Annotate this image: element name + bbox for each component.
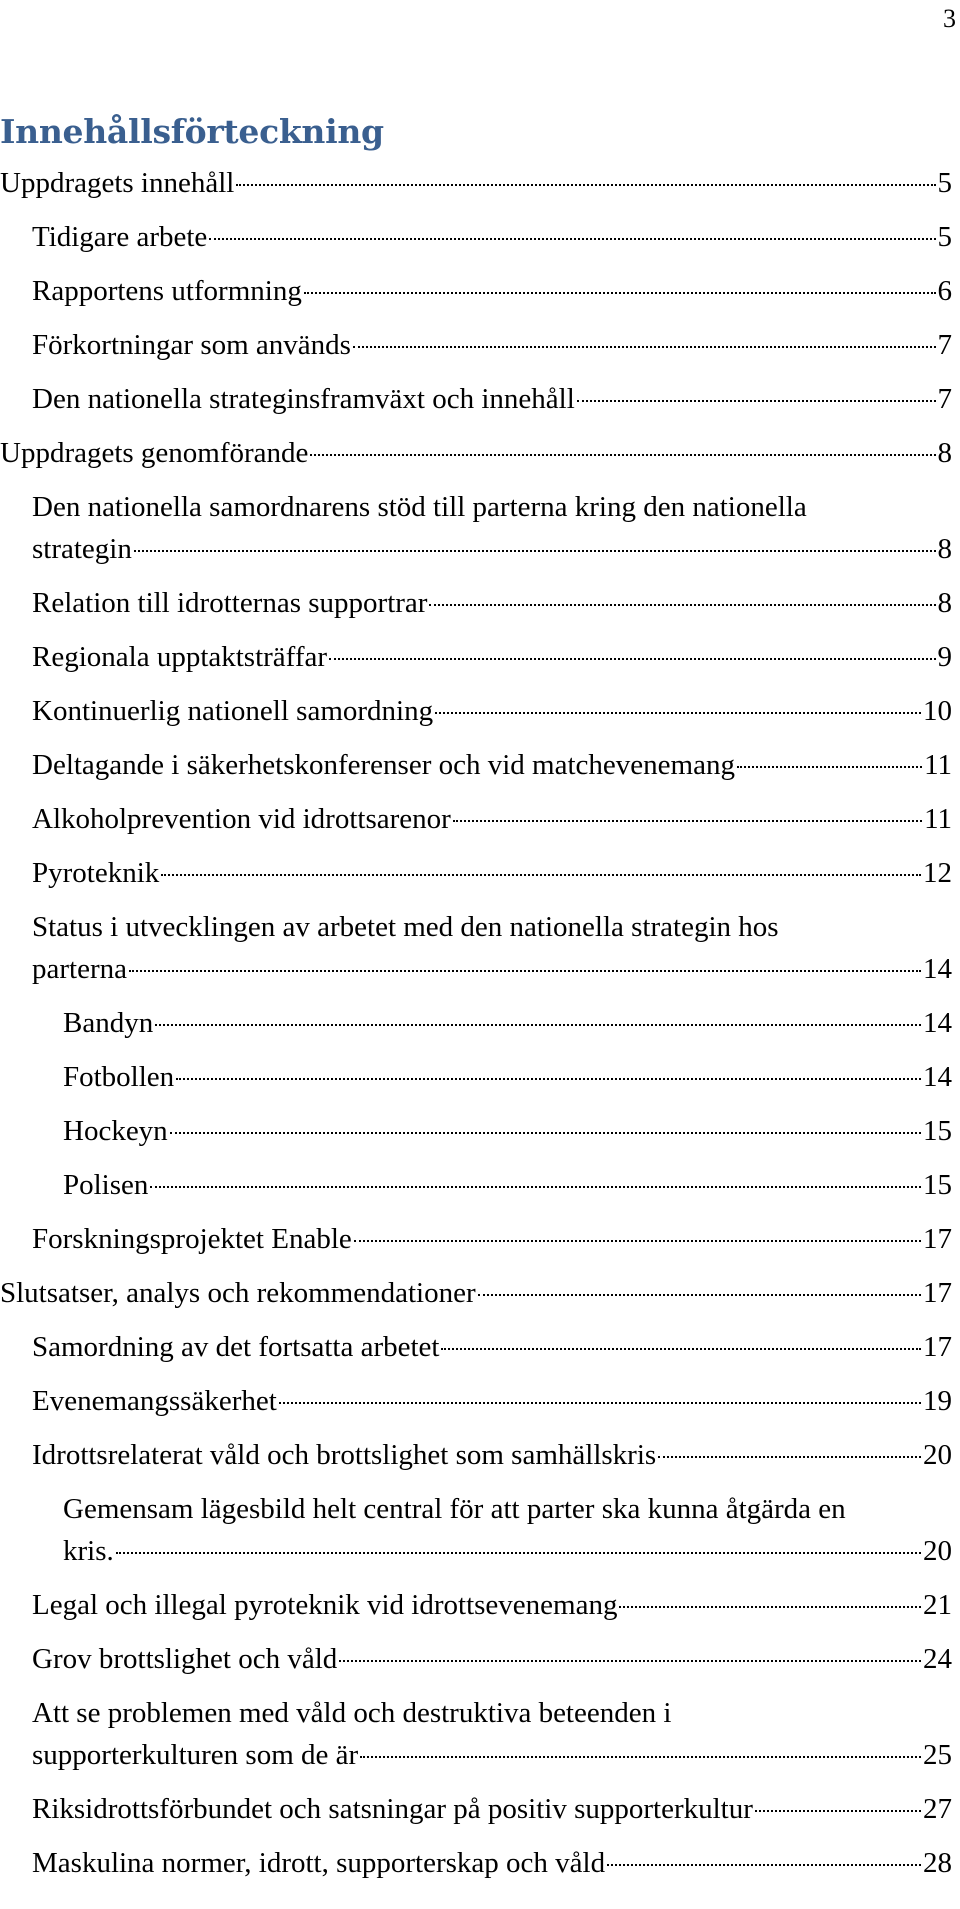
toc-entry-title: Legal och illegal pyroteknik vid idrottsevenemang xyxy=(32,1589,618,1621)
toc-entry[interactable] xyxy=(0,1056,960,1110)
toc-entry-page: 10 xyxy=(923,695,952,727)
toc-entry-line xyxy=(32,324,960,366)
toc-entry[interactable] xyxy=(0,486,960,582)
toc-heading: Innehållsförteckning xyxy=(0,112,384,151)
toc-entry-title: Den nationella strateginsframväxt och innehåll xyxy=(32,383,575,415)
toc-entry[interactable] xyxy=(0,1488,960,1584)
toc-entry-title: kris. xyxy=(63,1535,114,1567)
toc-entry[interactable] xyxy=(0,1002,960,1056)
toc-entry-title: Maskulina normer, idrott, supporterskap och våld xyxy=(32,1847,606,1879)
toc-leader-dots xyxy=(150,1186,921,1188)
toc-entry-page: 14 xyxy=(923,1061,952,1093)
toc-entry-title: Forskningsprojektet Enable xyxy=(32,1223,352,1255)
toc-entry-title: parterna xyxy=(32,953,127,985)
toc-leader-dots xyxy=(304,292,936,294)
toc-entry-page: 12 xyxy=(923,857,952,889)
toc-entry-line xyxy=(32,216,960,258)
toc-entry[interactable] xyxy=(0,1584,960,1638)
toc-entry[interactable] xyxy=(0,1434,960,1488)
toc-entry-title: Tidigare arbete xyxy=(32,221,208,253)
toc-entry[interactable] xyxy=(0,1638,960,1692)
toc-entry-page: 21 xyxy=(923,1589,952,1621)
toc-leader-dots xyxy=(209,238,935,240)
toc-entry-page: 8 xyxy=(937,533,952,565)
toc-entry[interactable] xyxy=(0,1272,960,1326)
toc-entry-page: 15 xyxy=(923,1115,952,1147)
toc-entry-line xyxy=(63,1164,960,1206)
toc-leader-dots xyxy=(279,1402,921,1404)
toc-entry-page: 5 xyxy=(937,221,952,253)
toc-leader-dots xyxy=(435,712,921,714)
toc-entry-line xyxy=(32,852,960,894)
toc-entry-line xyxy=(32,744,960,786)
toc-entry-line xyxy=(32,1584,960,1626)
toc-entry-line xyxy=(32,690,960,732)
toc-entry-line xyxy=(32,1326,960,1368)
toc-entry-title: Samordning av det fortsatta arbetet xyxy=(32,1331,440,1363)
toc-entry-line xyxy=(32,636,960,678)
toc-entry[interactable] xyxy=(0,1164,960,1218)
toc-entry-page: 17 xyxy=(923,1277,952,1309)
toc-entry[interactable] xyxy=(0,690,960,744)
toc-leader-dots xyxy=(354,1240,921,1242)
toc-entry-title: Alkoholprevention vid idrottsarenor xyxy=(32,803,451,835)
toc-leader-dots xyxy=(429,604,935,606)
toc-leader-dots xyxy=(236,184,935,186)
toc-entry[interactable] xyxy=(0,1842,960,1896)
toc-entry-page: 24 xyxy=(923,1643,952,1675)
toc-entry-title: Polisen xyxy=(63,1169,149,1201)
toc-entry[interactable] xyxy=(0,1110,960,1164)
toc-entry[interactable] xyxy=(0,1326,960,1380)
toc-entry-page: 8 xyxy=(937,437,952,469)
toc-entry-page: 27 xyxy=(923,1793,952,1825)
toc-entry-page: 28 xyxy=(923,1847,952,1879)
toc-entry-line xyxy=(32,378,960,420)
toc-entry-line xyxy=(0,162,960,204)
toc-entry-title-line1: Status i utvecklingen av arbetet med den nationella strategin hos xyxy=(32,911,779,943)
toc-leader-dots xyxy=(453,820,922,822)
toc-entry-page: 17 xyxy=(923,1331,952,1363)
toc-entry[interactable] xyxy=(0,852,960,906)
toc-entry-line xyxy=(32,270,960,312)
toc-leader-dots xyxy=(607,1864,921,1866)
toc-leader-dots xyxy=(478,1294,921,1296)
toc-entry-page: 14 xyxy=(923,1007,952,1039)
toc-entry-page: 8 xyxy=(937,587,952,619)
page-number: 3 xyxy=(943,4,956,33)
toc-entry[interactable] xyxy=(0,798,960,852)
toc-entry-line xyxy=(63,1530,960,1572)
toc-leader-dots xyxy=(658,1456,921,1458)
toc-entry-title: supporterkulturen som de är xyxy=(32,1739,359,1771)
toc-entry-line xyxy=(63,1110,960,1152)
toc-leader-dots xyxy=(619,1606,921,1608)
toc-entry[interactable] xyxy=(0,1788,960,1842)
toc-entry-title-line1: Gemensam lägesbild helt central för att parter ska kunna åtgärda en xyxy=(63,1493,846,1525)
toc-leader-dots xyxy=(161,874,921,876)
toc-leader-dots xyxy=(134,550,936,552)
toc-entry-line xyxy=(32,1734,960,1776)
toc-leader-dots xyxy=(353,346,936,348)
toc-leader-dots xyxy=(441,1348,921,1350)
toc-entry-page: 6 xyxy=(937,275,952,307)
toc-entry-page: 14 xyxy=(923,953,952,985)
toc-entry[interactable] xyxy=(0,1380,960,1434)
toc-leader-dots xyxy=(176,1078,921,1080)
toc-entry-page: 11 xyxy=(924,803,952,835)
toc-leader-dots xyxy=(310,454,935,456)
toc-entry-title: Uppdragets genomförande xyxy=(0,437,309,469)
toc-entry-title-line1: Den nationella samordnarens stöd till parterna kring den nationella xyxy=(32,491,807,523)
toc-entry-line xyxy=(32,1842,960,1884)
toc-entry-line xyxy=(32,1638,960,1680)
toc-leader-dots xyxy=(155,1024,921,1026)
toc-entry-page: 9 xyxy=(937,641,952,673)
toc-entry-title: Evenemangssäkerhet xyxy=(32,1385,277,1417)
toc-entry-title: Regionala upptaktsträffar xyxy=(32,641,327,673)
toc-entry-page: 15 xyxy=(923,1169,952,1201)
toc-entry-line xyxy=(32,1218,960,1260)
toc-entry-title: Uppdragets innehåll xyxy=(0,167,235,199)
toc-entry-title: Kontinuerlig nationell samordning xyxy=(32,695,434,727)
toc-leader-dots xyxy=(737,766,922,768)
toc-entry[interactable] xyxy=(0,582,960,636)
toc-entry[interactable] xyxy=(0,1218,960,1272)
toc-entry-line xyxy=(63,1002,960,1044)
toc-entry-page: 7 xyxy=(937,383,952,415)
toc-entry[interactable] xyxy=(0,906,960,1002)
toc-entry-title: Bandyn xyxy=(63,1007,154,1039)
toc-entry-title: Hockeyn xyxy=(63,1115,168,1147)
toc-entry-page: 25 xyxy=(923,1739,952,1771)
toc-entry-title: Förkortningar som används xyxy=(32,329,351,361)
toc-entry[interactable] xyxy=(0,270,960,324)
toc-entry-title: Rapportens utformning xyxy=(32,275,302,307)
toc-entry-title: Slutsatser, analys och rekommendationer xyxy=(0,1277,476,1309)
toc-leader-dots xyxy=(170,1132,921,1134)
toc-entry-line xyxy=(32,1380,960,1422)
toc-entry-page: 5 xyxy=(937,167,952,199)
toc-entry-line xyxy=(0,432,960,474)
toc-entry-page: 19 xyxy=(923,1385,952,1417)
toc-entry-title: Grov brottslighet och våld xyxy=(32,1643,338,1675)
toc-entry-title: Pyroteknik xyxy=(32,857,160,889)
toc-entry-title: Riksidrottsförbundet och satsningar på positiv supporterkultur xyxy=(32,1793,753,1825)
toc-entry-title: Relation till idrotternas supportrar xyxy=(32,587,428,619)
toc-entry-page: 20 xyxy=(923,1535,952,1567)
toc-entry-line xyxy=(0,1272,960,1314)
toc-leader-dots xyxy=(116,1552,921,1554)
toc-entry-line xyxy=(32,528,960,570)
toc-entry[interactable] xyxy=(0,378,960,432)
toc-entry-title: strategin xyxy=(32,533,132,565)
toc-entry[interactable] xyxy=(0,216,960,270)
toc-leader-dots xyxy=(129,970,921,972)
toc-entry-page: 17 xyxy=(923,1223,952,1255)
toc-entry[interactable] xyxy=(0,324,960,378)
toc-leader-dots xyxy=(329,658,936,660)
toc-entry-title: Deltagande i säkerhetskonferenser och vid matchevenemang xyxy=(32,749,735,781)
toc-entry[interactable] xyxy=(0,636,960,690)
toc-entry[interactable] xyxy=(0,432,960,486)
toc-entry[interactable] xyxy=(0,1692,960,1788)
toc-leader-dots xyxy=(755,1810,921,1812)
toc-leader-dots xyxy=(339,1660,921,1662)
toc-entry-page: 20 xyxy=(923,1439,952,1471)
toc-leader-dots xyxy=(577,400,936,402)
toc-entry-title: Idrottsrelaterat våld och brottslighet som samhällskris xyxy=(32,1439,657,1471)
toc-entry-line xyxy=(63,1056,960,1098)
toc-entry-line xyxy=(32,582,960,624)
toc-entry-title-line1: Att se problemen med våld och destruktiva beteenden i xyxy=(32,1697,672,1729)
toc-list xyxy=(0,162,960,1896)
toc-entry-line xyxy=(32,1788,960,1830)
toc-entry-line xyxy=(32,948,960,990)
toc-entry-page: 11 xyxy=(924,749,952,781)
toc-entry-page: 7 xyxy=(937,329,952,361)
toc-entry[interactable] xyxy=(0,162,960,216)
toc-entry[interactable] xyxy=(0,744,960,798)
toc-leader-dots xyxy=(360,1756,921,1758)
toc-entry-line xyxy=(32,1434,960,1476)
toc-entry-title: Fotbollen xyxy=(63,1061,175,1093)
toc-entry-line xyxy=(32,798,960,840)
